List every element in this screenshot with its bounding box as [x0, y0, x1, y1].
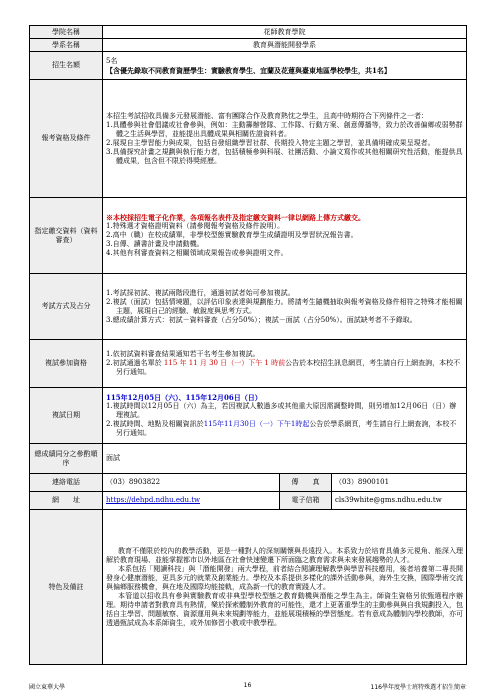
interview-date-item	[106, 420, 463, 438]
exam-item: 2.複試（面試）包括情境題，以評估印象表達與規劃能力。將請考生隨機抽取與報考資格及條件相符之特殊才能相關主題，展現自己的經驗、敏銳度與思考方式。	[106, 297, 463, 315]
quota-row	[30, 52, 467, 80]
quota-value: 5名	[106, 56, 118, 65]
interview-eligibility-row	[30, 340, 467, 388]
interview-dates-headline: 115年12月05日（六）、115年12月06日（日）	[106, 393, 262, 402]
tiebreak-row	[30, 444, 467, 474]
interview-date-item: 1.複試時間以12月05日（六）為主，若因複試人數過多或其他重大原因需調整時間，則另增加12月06日（日）辦理複試。	[106, 402, 457, 419]
website-cell	[103, 492, 280, 510]
interview-eligibility-item	[106, 359, 463, 377]
document-item: 4.其他有利審查資料之相關領域成果報告或參與證明文件。	[106, 249, 288, 257]
department-row	[30, 39, 467, 52]
exam-cell	[103, 274, 467, 340]
qualifications-intro: 本招生考試招收具備多元發展潛能、富有團隊合作及教育熱忱之學生，且高中時期符合下列條件之一者：	[106, 111, 428, 120]
list-text: 2.複試時間、地點及相關資訊於	[106, 420, 204, 428]
college-name: 花師教育學院	[103, 26, 467, 39]
fax-value: （03）8900101	[332, 474, 467, 492]
department-name: 教育與潛能開發學系	[103, 39, 467, 52]
email-value[interactable]: cls39white@gms.ndhu.edu.tw	[332, 492, 467, 510]
interview-date-label: 複試日期	[30, 388, 103, 444]
features-paragraph: 本管道以招收具有參與實驗教育或非典型學校型態之教育動機與潛能之學生為主。師資生資格另依甄選程序辦理。期待申請者對教育具有熱情，樂於探索體制外教育的可能性，還才上更著重學生的主動參與與自我規劃投入，包括自主學習、問題敏察、資源運用與未來規劃等能力，並能展現積極的學習態度。若有意成為體制內學校教師，亦可透過甄試成為本系師資生，或外加修習小教或中教學程。	[106, 591, 463, 627]
list-text: 公告於本校招生訊息網頁，考生請自行上網查詢，本校不另行通知。	[116, 359, 461, 376]
quota-note: 【含優先錄取不同教育資歷學生：實驗教育學生、宜蘭及花蓮與臺東地區學校學生，共1名】	[106, 65, 391, 75]
phone-label: 連絡電話	[30, 474, 103, 492]
qualification-item: 2.展現自主學習能力與成果，包括自發組織學習社群、長期投入特定主題之學習，並具備明確成果呈現者。	[106, 138, 435, 147]
features-label: 特色及備註	[30, 510, 103, 665]
phone-value: （03）8903822	[103, 474, 280, 492]
interview-eligibility-cell	[103, 340, 467, 388]
documents-row	[30, 198, 467, 274]
qualifications-cell	[103, 80, 467, 198]
documents-cell	[103, 198, 467, 274]
qualifications-label: 報考資格及條件	[30, 80, 103, 198]
exam-row	[30, 274, 467, 340]
document-item: 1.特殊選才資格證明資料（請參閱報考資格及條件說明）。	[106, 222, 285, 230]
documents-label: 指定繳交資料（資料審查）	[30, 198, 103, 274]
list-text: 2.初試通過名單於	[106, 359, 164, 367]
admission-table	[29, 25, 467, 665]
interview-date-cell	[103, 388, 467, 444]
tiebreak-label: 總成績同分之參酌順序	[30, 444, 103, 474]
electronic-submission-notice: ※本校採招生電子化作業，各項報名表件及指定繳交資料一律以網路上傳方式繳交。	[106, 213, 365, 222]
qualification-item: 3.具備探究計畫之規劃與執行能力者，包括積極參與科展、社團活動、小論文寫作或其他相關研究性活動，能提供具體成果，包含但不限於得獎經歷。	[106, 147, 463, 165]
qualification-item: 1.具體參與社會倡議或社會參與，例如：主動籌辦營隊、工作隊、行動方案、創意傳播等，致力於改善偏鄉或弱勢群體之生活與學習，並能提出具體成果與相關佐證資料者。	[106, 120, 463, 138]
website-link[interactable]: https://dehpd.ndhu.edu.tw	[106, 496, 200, 504]
quota-cell	[103, 52, 467, 80]
list-text: 公告於學系網頁，考生請自行上網查詢，本校不另行通知。	[116, 420, 457, 437]
features-cell	[103, 510, 467, 665]
fax-label: 傳 真	[280, 474, 332, 492]
page-number: 16	[243, 682, 252, 689]
footer-brochure-title: 116學年度學士班特殊選才招生簡章	[370, 684, 466, 691]
college-label: 學院名稱	[30, 26, 103, 39]
web-row	[30, 492, 467, 510]
features-paragraph: 教育不僅限於校內的教學活動，更是一種對人的深刻關懷與長遠投入。本系致力於培育具備多元視角、能深入理解於教育現場、並能掌握都市以外地區在社會快速變遷下所面臨之教育需求與未來發展趨勢的人才。	[106, 546, 463, 564]
tiebreak-value: 面試	[103, 444, 467, 474]
announcement-date: 115 年 11 月 30 日（一）下午 1 時前	[163, 359, 286, 367]
qualifications-row	[30, 80, 467, 198]
exam-item: 3.總成績計算方式：初試－資料審查（占分50%）；複試－面試（占分50%）。面試缺考者不予錄取。	[106, 315, 417, 324]
features-row	[30, 510, 467, 665]
website-label: 網 址	[30, 492, 103, 510]
interview-date-row	[30, 388, 467, 444]
document-item: 3.自傳、讀書計畫及申請動機。	[106, 240, 204, 248]
contact-row	[30, 474, 467, 492]
exam-label: 考試方式及占分	[30, 274, 103, 340]
interview-eligibility-item: 1.依初試資料審查結果通知若干名考生參加複試。	[106, 350, 260, 358]
announcement-date: 115年11月30日（一）下午1時起	[203, 420, 310, 428]
department-label: 學系名稱	[30, 39, 103, 52]
college-row	[30, 26, 467, 39]
footer-university: 國立東華大學	[29, 684, 66, 691]
interview-eligibility-label: 複試參加資格	[30, 340, 103, 388]
email-label: 電子信箱	[280, 492, 332, 510]
quota-label: 招生名額	[30, 52, 103, 80]
document-item: 2.高中（職）在校成績單，非學校型態實驗教育學生成績證明及學習狀況報告書。	[106, 231, 358, 239]
exam-item: 1.考試採初試、複試兩階段進行，通過初試者始可參加複試。	[106, 288, 295, 297]
features-paragraph: 本系包括「閱讀科技」與「潛能開發」兩大學程，前者結合閱讀理解教學與學習科技應用，後者培養第二專長開發身心健康潛能，更具多元的就業及創業能力。學校及本系提供多樣化的課外活動參與，海外生交換，國際學術交流與偏鄉服務機會，與在地及國際均能接軌，成為新一代的教育實踐人才。	[106, 564, 463, 591]
